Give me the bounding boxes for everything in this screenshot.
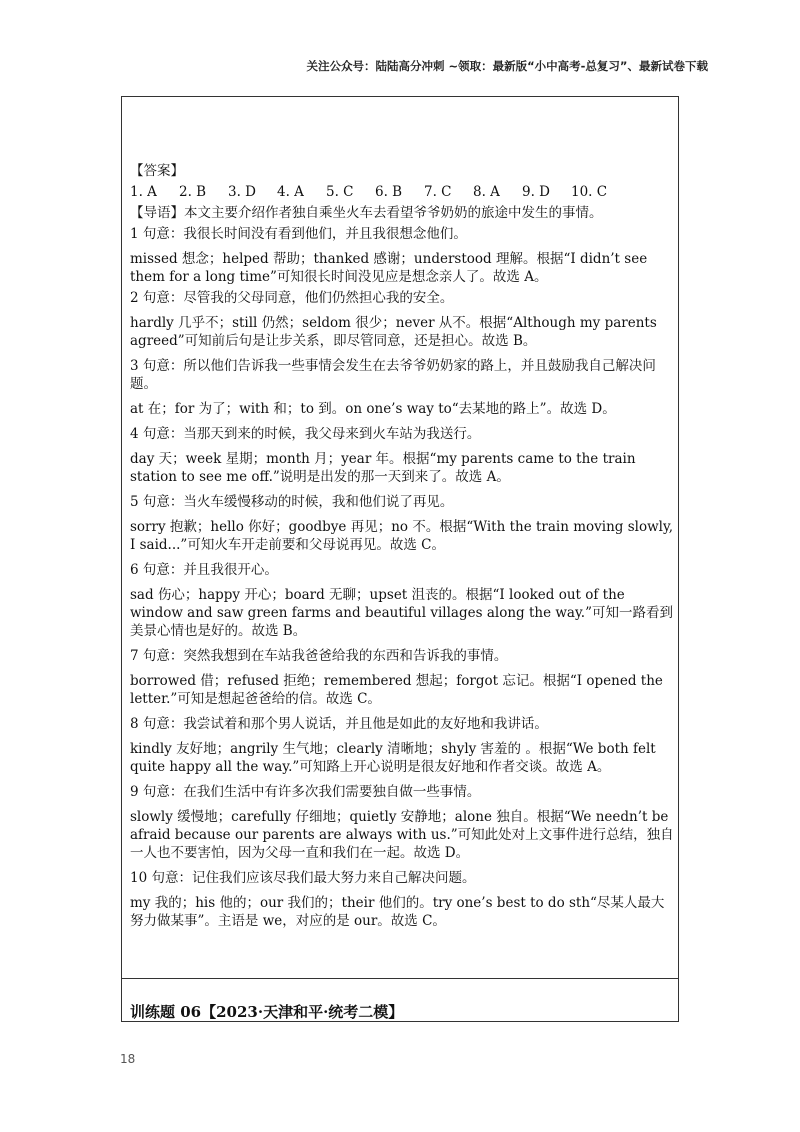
item-analysis: day 天；week 星期；month 月；year 年。根据“my parents came to the train station to see me off.”说明是出发的那一天到来了。故选 A。 [130, 451, 636, 485]
page-header: 关注公众号：陆陆高分冲刺 ~领取：最新版“小中高考-总复习”、最新试卷下载 [306, 59, 708, 73]
answer-content [130, 162, 675, 937]
answer-item: 3. D [228, 184, 256, 200]
item-analysis: sad 伤心；happy 开心；board 无聊；upset 沮丧的。根据“I looked out of the window and saw green farms and beautiful villages along the way.”可知一路看到美景心情也是好的。故选 B。 [130, 587, 673, 639]
item-analysis: missed 想念；helped 帮助；thanked 感谢；understood 理解。根据“I didn’t see them for a long time”可知很长时间没见应是想念亲人了。故选 A。 [130, 251, 648, 285]
item-analysis: my 我的；his 他的；our 我们的；their 他们的。try one’s best to do sth“尽某人最大努力做某事”。主语是 we，对应的是 our。故选 C。 [130, 895, 665, 929]
answer-item: 5. C [326, 184, 354, 200]
item-meaning: 3 句意：所以他们告诉我一些事情会发生在去爷爷奶奶家的路上，并且鼓励我自己解决问题。 [130, 358, 656, 392]
answer-key-list [130, 183, 675, 201]
item-meaning: 5 句意：当火车缓慢移动的时候，我和他们说了再见。 [130, 494, 454, 510]
answer-item: 4. A [277, 184, 304, 200]
item-analysis: slowly 缓慢地；carefully 仔细地；quietly 安静地；alone 独自。根据“We needn’t be afraid because our parents are always with us.”可知此处对上文事件进行总结，独自一人也不要害怕，因为父母一直和我们在一起。故选 D。 [130, 809, 674, 861]
item-meaning: 8 句意：我尝试着和那个男人说话，并且他是如此的友好地和我讲话。 [130, 716, 548, 732]
exercise-title: 训练题 06【2023·天津和平·统考二模】 [130, 1003, 404, 1021]
intro-paragraph: 【导语】本文主要介绍作者独自乘坐火车去看望爷爷奶奶的旅途中发生的事情。 [130, 205, 603, 221]
item-analysis: at 在；for 为了；with 和；to 到。on one’s way to“去某地的路上”。故选 D。 [130, 401, 616, 417]
item-meaning: 9 句意：在我们生活中有许多次我们需要独自做一些事情。 [130, 784, 481, 800]
item-meaning: 10 句意：记住我们应该尽我们最大努力来自己解决问题。 [130, 870, 476, 886]
item-meaning: 7 句意：突然我想到在车站我爸爸给我的东西和告诉我的事情。 [130, 648, 508, 664]
item-meaning: 6 句意：并且我很开心。 [130, 562, 278, 578]
item-analysis: kindly 友好地；angrily 生气地；clearly 清晰地；shyly 害羞的 。根据“We both felt quite happy all the way.”可知路上开心说明是很友好地和作者交谈。故选 A。 [130, 741, 656, 775]
item-analysis: hardly 几乎不；still 仍然；seldom 很少；never 从不。根据“Although my parents agreed”可知前后句是让步关系，即尽管同意，还是担心。故选 B。 [130, 315, 657, 349]
answer-item: 8. A [473, 184, 500, 200]
item-analysis: borrowed 借；refused 拒绝；remembered 想起；forgot 忘记。根据“I opened the letter.”可知是想起爸爸给的信。故选 C。 [130, 673, 663, 707]
item-meaning: 4 句意：当那天到来的时候，我父母来到火车站为我送行。 [130, 426, 481, 442]
item-analysis: sorry 抱歉；hello 你好；goodbye 再见；no 不。根据“With the train moving slowly, I said...”可知火车开走前要和父母说再见。故选 C。 [130, 519, 674, 553]
answer-item: 7. C [424, 184, 452, 200]
answer-item: 1. A [130, 184, 157, 200]
page-number: 18 [120, 1052, 136, 1066]
answer-item: 2. B [179, 184, 207, 200]
answer-item: 6. B [375, 184, 403, 200]
box-divider [121, 978, 679, 979]
answer-heading: 【答案】 [130, 163, 184, 179]
answer-item: 9. D [522, 184, 550, 200]
item-meaning: 2 句意：尽管我的父母同意，他们仍然担心我的安全。 [130, 290, 454, 306]
answer-item: 10. C [571, 184, 608, 200]
item-meaning: 1 句意：我很长时间没有看到他们，并且我很想念他们。 [130, 226, 467, 242]
